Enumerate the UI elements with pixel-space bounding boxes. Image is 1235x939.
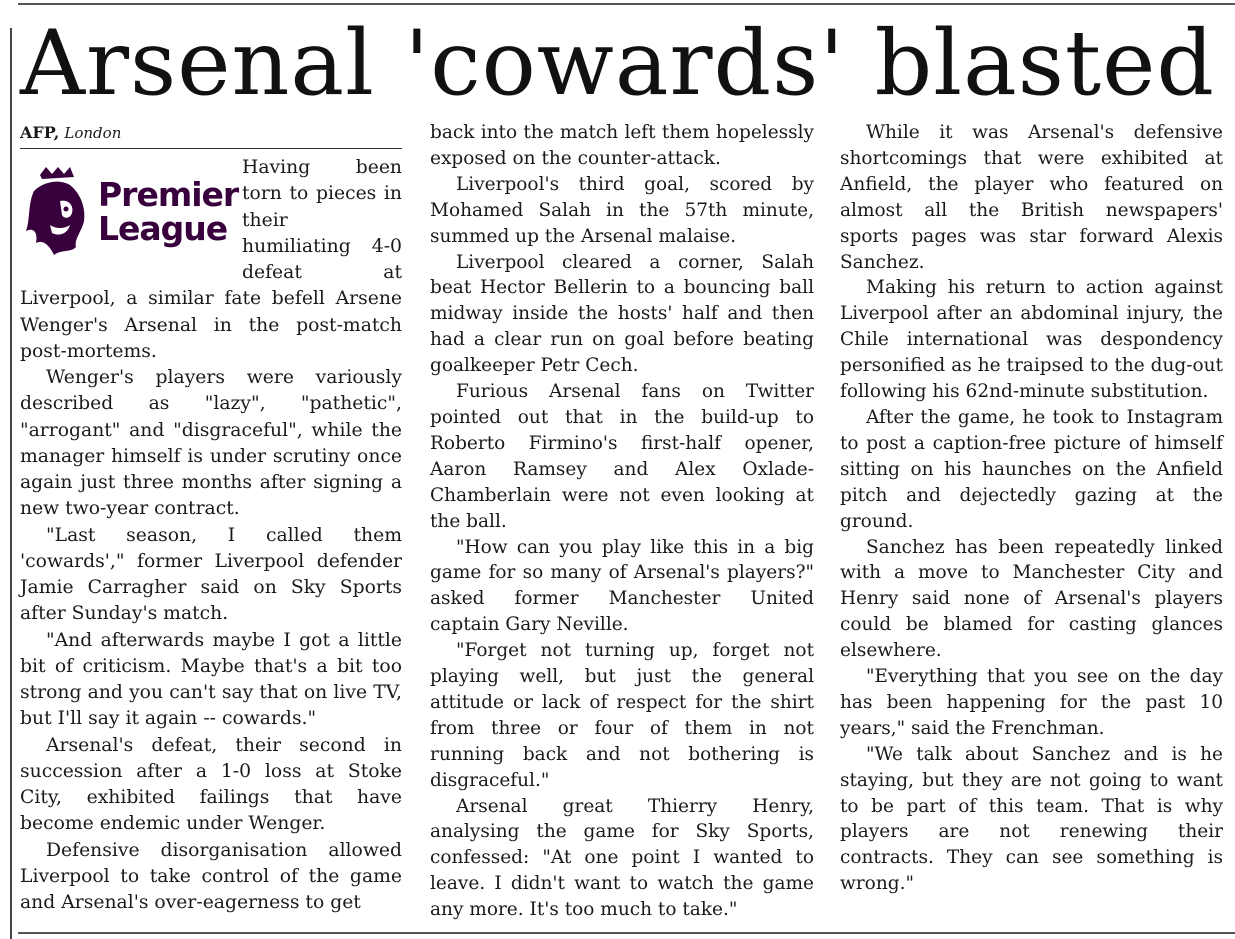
logo-line-1: Premier	[98, 175, 239, 214]
byline-agency: AFP,	[20, 123, 60, 142]
premier-league-wordmark	[98, 175, 239, 248]
paragraph: Furious Arsenal fans on Twitter pointed out that in the build-up to Roberto Firmino's first-half opener, Aaron Ramsey and Alex Oxlade-Chamberlain were not even looking at the ball.	[430, 381, 814, 532]
top-rule	[18, 3, 1235, 5]
article-column-3	[840, 120, 1223, 897]
paragraph: back into the match left them hopelessly exposed on the counter-attack.	[430, 122, 814, 169]
headline: Arsenal 'cowards' blasted	[20, 11, 1215, 116]
premier-league-lion-icon	[20, 167, 90, 257]
paragraph: After the game, he took to Instagram to post a caption-free picture of himself sitting on his haunches on the Anfield pitch and dejectedly gazing at the ground.	[840, 406, 1223, 532]
left-rule	[10, 28, 12, 939]
premier-league-logo	[20, 157, 242, 267]
article-column-1	[20, 118, 402, 916]
paragraph: Sanchez has been repeatedly linked with a move to Manchester City and Henry said none of Arsenal's players could be blamed for casting glances elsewhere.	[840, 536, 1223, 662]
logo-line-2: League	[98, 209, 228, 248]
paragraph: While it was Arsenal's defensive shortcomings that were exhibited at Anfield, the player who featured on almost all the British newspapers' sports pages was star forward Alexis Sanchez.	[840, 122, 1223, 273]
paragraph: Arsenal great Thierry Henry, analysing the game for Sky Sports, confessed: "At one point I wanted to leave. I didn't want to watch the game any more. It's too much to take."	[430, 795, 814, 921]
paragraph: Arsenal's defeat, their second in succession after a 1-0 loss at Stoke City, exhibited failings that have become endemic under Wenger.	[20, 734, 402, 835]
byline	[20, 118, 402, 149]
paragraph: Liverpool cleared a corner, Salah beat Hector Bellerin to a bouncing ball midway inside the hosts' half and then had a clear run on goal before beating goalkeeper Petr Cech.	[430, 251, 814, 377]
paragraph: "Last season, I called them 'cowards'," former Liverpool defender Jamie Carragher said on Sky Sports after Sunday's match.	[20, 524, 402, 625]
byline-place: London	[64, 124, 122, 142]
paragraph: Liverpool's third goal, scored by Mohamed Salah in the 57th minute, summed up the Arsenal malaise.	[430, 173, 814, 247]
paragraph: "How can you play like this in a big game for so many of Arsenal's players?" asked former Manchester United captain Gary Neville.	[430, 536, 814, 636]
paragraph: Wenger's players were variously described as "lazy", "pathetic", "arrogant" and "disgraceful", while the manager himself is under scrutiny once again just three months after signing a new two-year contract.	[20, 367, 402, 520]
paragraph: Defensive disorganisation allowed Liverpool to take control of the game and Arsenal's over-eagerness to get	[20, 839, 402, 913]
paragraph: "And afterwards maybe I got a little bit of criticism. Maybe that's a bit too strong and you can't say that on live TV, but I'll say it again -- cowards."	[20, 629, 402, 730]
paragraph: "Forget not turning up, forget not playing well, but just the general attitude or lack of respect for the shirt from three or four of them in not running back and not bothering is disgraceful."	[430, 640, 814, 791]
paragraph: Making his return to action against Liverpool after an abdominal injury, the Chile international was despondency personified as he traipsed to the dug-out following his 62nd-minute substitution.	[840, 277, 1223, 403]
bottom-rule	[18, 932, 1235, 934]
article-column-2	[430, 120, 814, 923]
paragraph: Having been torn to pieces in their humiliating 4-0 defeat at Liverpool, a similar fate befell Arsene Wenger's Arsenal in the post-match post-mortems.	[20, 157, 402, 362]
paragraph: "We talk about Sanchez and is he staying, but they are not going to want to be part of this team. That is why players are not renewing their contracts. They can see something is wrong."	[840, 743, 1223, 895]
paragraph: "Everything that you see on the day has been happening for the past 10 years," said the Frenchman.	[840, 666, 1223, 739]
